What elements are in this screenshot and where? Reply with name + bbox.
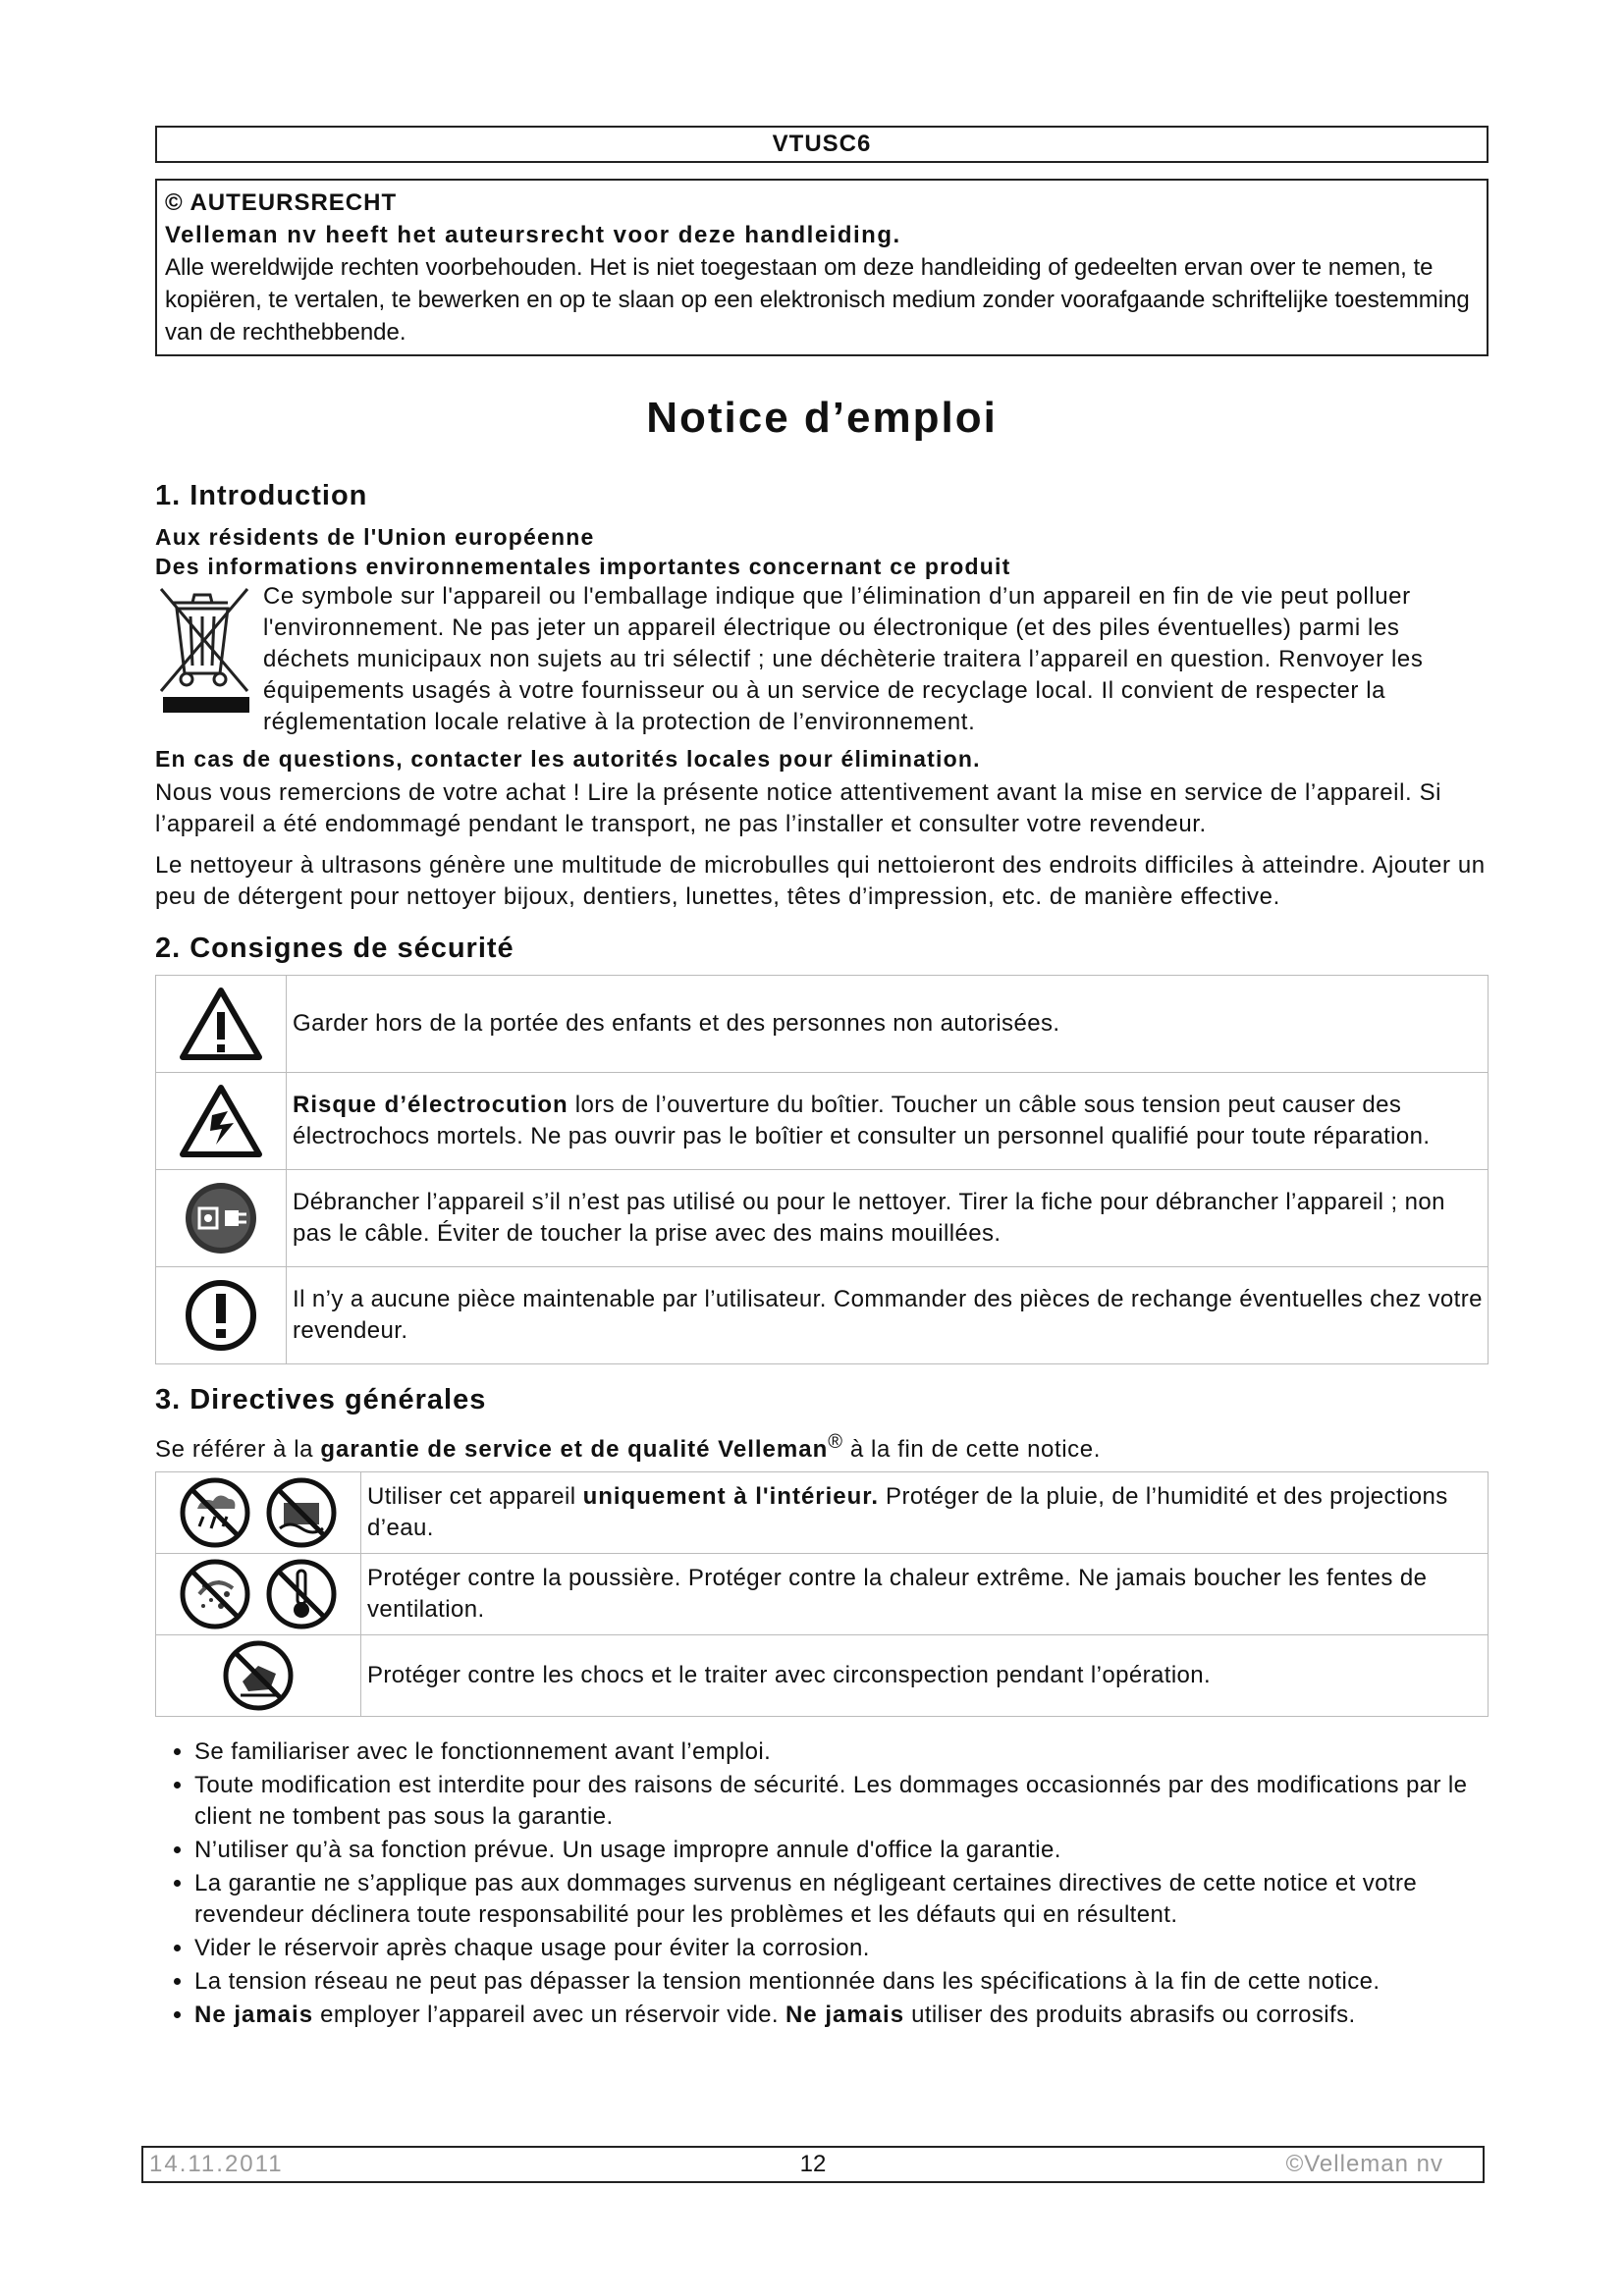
model-name: VTUSC6 (772, 131, 872, 157)
weee-block (155, 581, 1489, 738)
general-row (156, 1472, 1489, 1554)
list-item: • Se familiariser avec le fonctionnement avant l’emploi. (194, 1736, 1489, 1768)
section-introduction-heading: 1. Introduction (155, 480, 368, 511)
no-heat-icon (262, 1579, 341, 1606)
general-intro: Se référer à la garantie de service et de qualité Velleman® à la fin de cette notice. (155, 1431, 1101, 1463)
list-item: • N’utiliser qu’à sa fonction prévue. Un usage impropre annule d'office la garantie. (194, 1835, 1489, 1866)
safety-text: Il n’y a aucune pièce maintenable par l’utilisateur. Commander des pièces de rechange éventuelles chez votre revendeur. (287, 1267, 1489, 1364)
safety-row (156, 1170, 1489, 1267)
general-icons (156, 1554, 361, 1635)
model-header (155, 126, 1489, 163)
safety-text: Débrancher l’appareil s’il n’est pas utilisé ou pour le nettoyer. Tirer la fiche pour débrancher l’appareil ; non pas le câble. Éviter de toucher la prise avec des mains mouillées. (287, 1170, 1489, 1267)
copyright-box (155, 179, 1489, 356)
footer-copyright: ©Velleman nv (1285, 2151, 1443, 2177)
general-table (155, 1471, 1489, 1717)
copyright-subtitle: Velleman nv heeft het auteursrecht voor deze handleiding. (165, 222, 901, 248)
exclamation-circle-icon (156, 1267, 287, 1364)
section-general-heading: 3. Directives générales (155, 1384, 487, 1415)
copyright-text: Alle wereldwijde rechten voorbehouden. Het is niet toegestaan om deze handleiding of gedeelten ervan over te nemen, te kopiëren, te vertalen, te bewerken en op te slaan op een elektronisch medium zonder voorafgaande schriftelijke toestemming van de rechthebbende. (165, 254, 1470, 346)
page-footer (141, 2146, 1485, 2183)
general-rules-list (155, 1736, 1489, 2031)
list-item: • La tension réseau ne peut pas dépasser la tension mentionnée dans les spécifications à la fin de cette notice. (194, 1966, 1489, 1998)
no-shock-icon (219, 1661, 298, 1687)
footer-page-number: 12 (799, 2151, 827, 2177)
document-page (155, 126, 1489, 2033)
intro-paragraph-2: Le nettoyeur à ultrasons génère une multitude de microbulles qui nettoieront des endroits difficiles à atteindre. Ajouter un peu de détergent pour nettoyer bijoux, dentiers, lunettes, têtes d’impression, etc. de manière effective. (155, 852, 1486, 910)
safety-text: Risque d’électrocution lors de l’ouverture du boîtier. Toucher un câble sous tension peut causer des électrochocs mortels. Ne pas ouvrir pas le boîtier et consulter un personnel qualifié pour toute réparation. (287, 1073, 1489, 1170)
safety-row (156, 976, 1489, 1073)
general-text: Utiliser cet appareil uniquement à l'intérieur. Protéger de la pluie, de l’humidité et des projections d’eau. (361, 1472, 1489, 1554)
general-row (156, 1554, 1489, 1635)
general-row (156, 1635, 1489, 1717)
general-icons (156, 1635, 361, 1717)
list-item: • Toute modification est interdite pour des raisons de sécurité. Les dommages occasionnés par des modifications par le client ne tombent pas sous la garantie. (194, 1770, 1489, 1833)
list-item: • Vider le réservoir après chaque usage pour éviter la corrosion. (194, 1933, 1489, 1964)
electric-shock-icon (156, 1073, 287, 1170)
crossed-bin-icon (155, 581, 253, 717)
warning-triangle-icon (156, 976, 287, 1073)
safety-table (155, 975, 1489, 1364)
general-text: Protéger contre la poussière. Protéger contre la chaleur extrême. Ne jamais boucher les fentes de ventilation. (361, 1554, 1489, 1635)
weee-text: Ce symbole sur l'appareil ou l'emballage indique que l’élimination d’un appareil en fin de vie peut polluer l'environnement. Ne pas jeter un appareil électrique ou électronique (et des piles éventuelles) parmi les déchets municipaux non sujets au tri sélectif ; une déchèterie traitera l’appareil en question. Renvoyer les équipements usagés à votre fournisseur ou à un service de recyclage local. Il convient de respecter la réglementation locale relative à la protection de l’environnement. (263, 583, 1424, 735)
general-text: Protéger contre les chocs et le traiter avec circonspection pendant l’opération. (361, 1635, 1489, 1717)
copyright-title: © AUTEURSRECHT (165, 189, 398, 216)
list-item: • Ne jamais employer l’appareil avec un réservoir vide. Ne jamais utiliser des produits abrasifs ou corrosifs. (194, 2000, 1489, 2031)
safety-text: Garder hors de la portée des enfants et des personnes non autorisées. (287, 976, 1489, 1073)
safety-row (156, 1267, 1489, 1364)
no-dust-icon (176, 1579, 261, 1606)
questions-line: En cas de questions, contacter les autorités locales pour élimination. (155, 746, 981, 772)
list-item: • La garantie ne s’applique pas aux dommages survenus en négligeant certaines directives de cette notice et votre revendeur déclinera toute responsabilité pour les problèmes et les défauts qui en résultent. (194, 1868, 1489, 1931)
eu-residents-line: Aux résidents de l'Union européenne (155, 524, 595, 550)
environment-info-line: Des informations environnementales importantes concernant ce produit (155, 554, 1011, 579)
safety-row (156, 1073, 1489, 1170)
no-water-splash-icon (262, 1498, 341, 1524)
intro-paragraph-1: Nous vous remercions de votre achat ! Lire la présente notice attentivement avant la mise en service de l’appareil. Si l’appareil a été endommagé pendant le transport, ne pas l’installer et consulter votre revendeur. (155, 779, 1442, 837)
no-rain-icon (176, 1498, 261, 1524)
document-title: Notice d’emploi (646, 394, 998, 442)
general-icons (156, 1472, 361, 1554)
section-safety-heading: 2. Consignes de sécurité (155, 933, 514, 964)
footer-date: 14.11.2011 (149, 2151, 284, 2177)
unplug-icon (156, 1170, 287, 1267)
